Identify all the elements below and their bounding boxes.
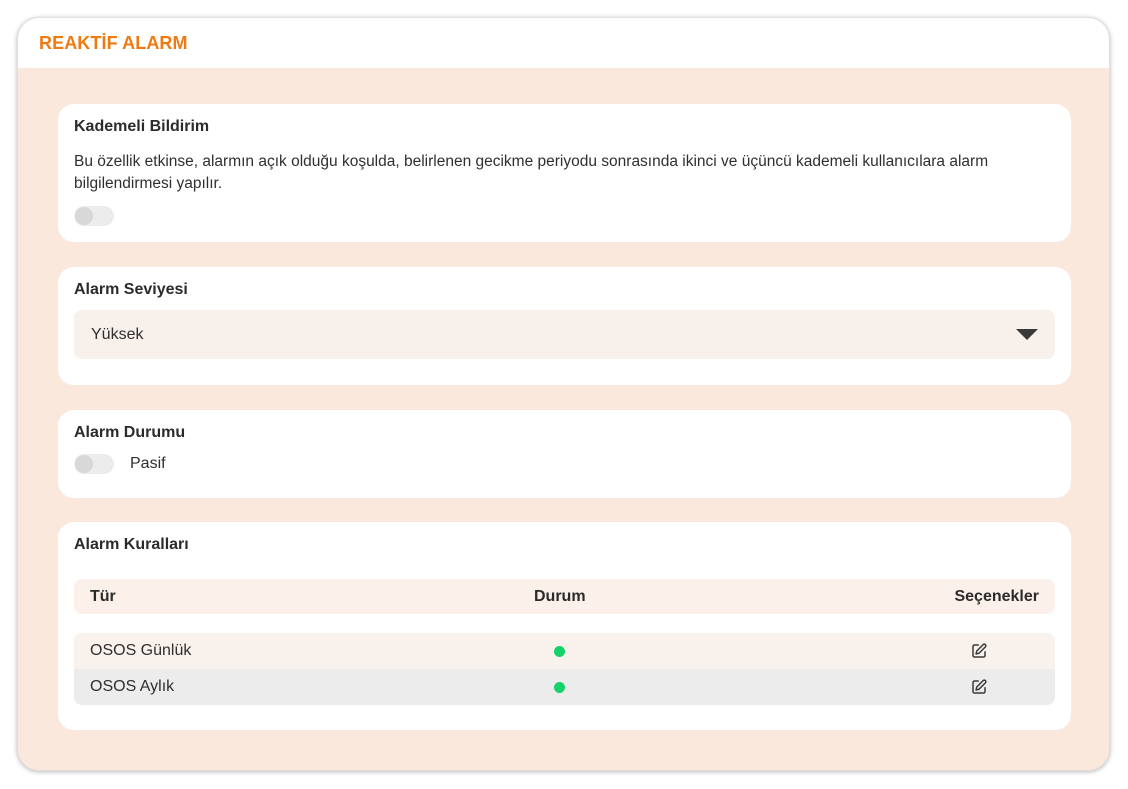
alarm-status-title: Alarm Durumu bbox=[74, 424, 186, 441]
table-row bbox=[74, 669, 1055, 705]
edit-icon[interactable] bbox=[970, 678, 988, 696]
table-row bbox=[74, 633, 1055, 669]
status-dot-icon bbox=[554, 682, 565, 693]
staged-notification-card bbox=[58, 104, 1071, 242]
alarm-level-select[interactable] bbox=[74, 310, 1055, 359]
alarm-rules-table-header bbox=[74, 579, 1055, 614]
staged-notification-title: Kademeli Bildirim bbox=[74, 118, 210, 135]
rule-type: OSOS Günlük bbox=[90, 642, 192, 659]
alarm-level-card bbox=[58, 267, 1071, 385]
alarm-rules-title: Alarm Kuralları bbox=[74, 536, 189, 553]
column-header-type: Tür bbox=[90, 587, 116, 605]
staged-notification-description: Bu özellik etkinse, alarmın açık olduğu koşulda, belirlenen gecikme periyodu sonrasında ikinci ve üçüncü kademeli kullanıcılara alarm bilgilendirmesi yapılır. bbox=[74, 153, 989, 192]
alarm-status-row bbox=[74, 454, 1055, 474]
column-header-options: Seçenekler bbox=[954, 587, 1039, 605]
column-header-status: Durum bbox=[534, 587, 586, 605]
status-dot-icon bbox=[554, 646, 565, 657]
alarm-status-label: Pasif bbox=[130, 455, 166, 472]
rule-type: OSOS Aylık bbox=[90, 678, 175, 695]
toggle-knob bbox=[75, 207, 93, 225]
alarm-status-toggle[interactable] bbox=[74, 454, 114, 474]
alarm-level-selected-value: Yüksek bbox=[91, 325, 144, 343]
toggle-knob bbox=[75, 455, 93, 473]
alarm-level-title: Alarm Seviyesi bbox=[74, 281, 188, 298]
alarm-status-card bbox=[58, 410, 1071, 498]
staged-notification-toggle[interactable] bbox=[74, 206, 114, 226]
chevron-down-icon bbox=[1016, 329, 1038, 340]
reactive-alarm-panel bbox=[17, 17, 1110, 771]
edit-icon[interactable] bbox=[970, 642, 988, 660]
panel-header bbox=[18, 18, 1109, 68]
alarm-rules-card bbox=[58, 522, 1071, 730]
alarm-rules-table-body bbox=[74, 633, 1055, 705]
panel-title: REAKTİF ALARM bbox=[39, 32, 188, 53]
